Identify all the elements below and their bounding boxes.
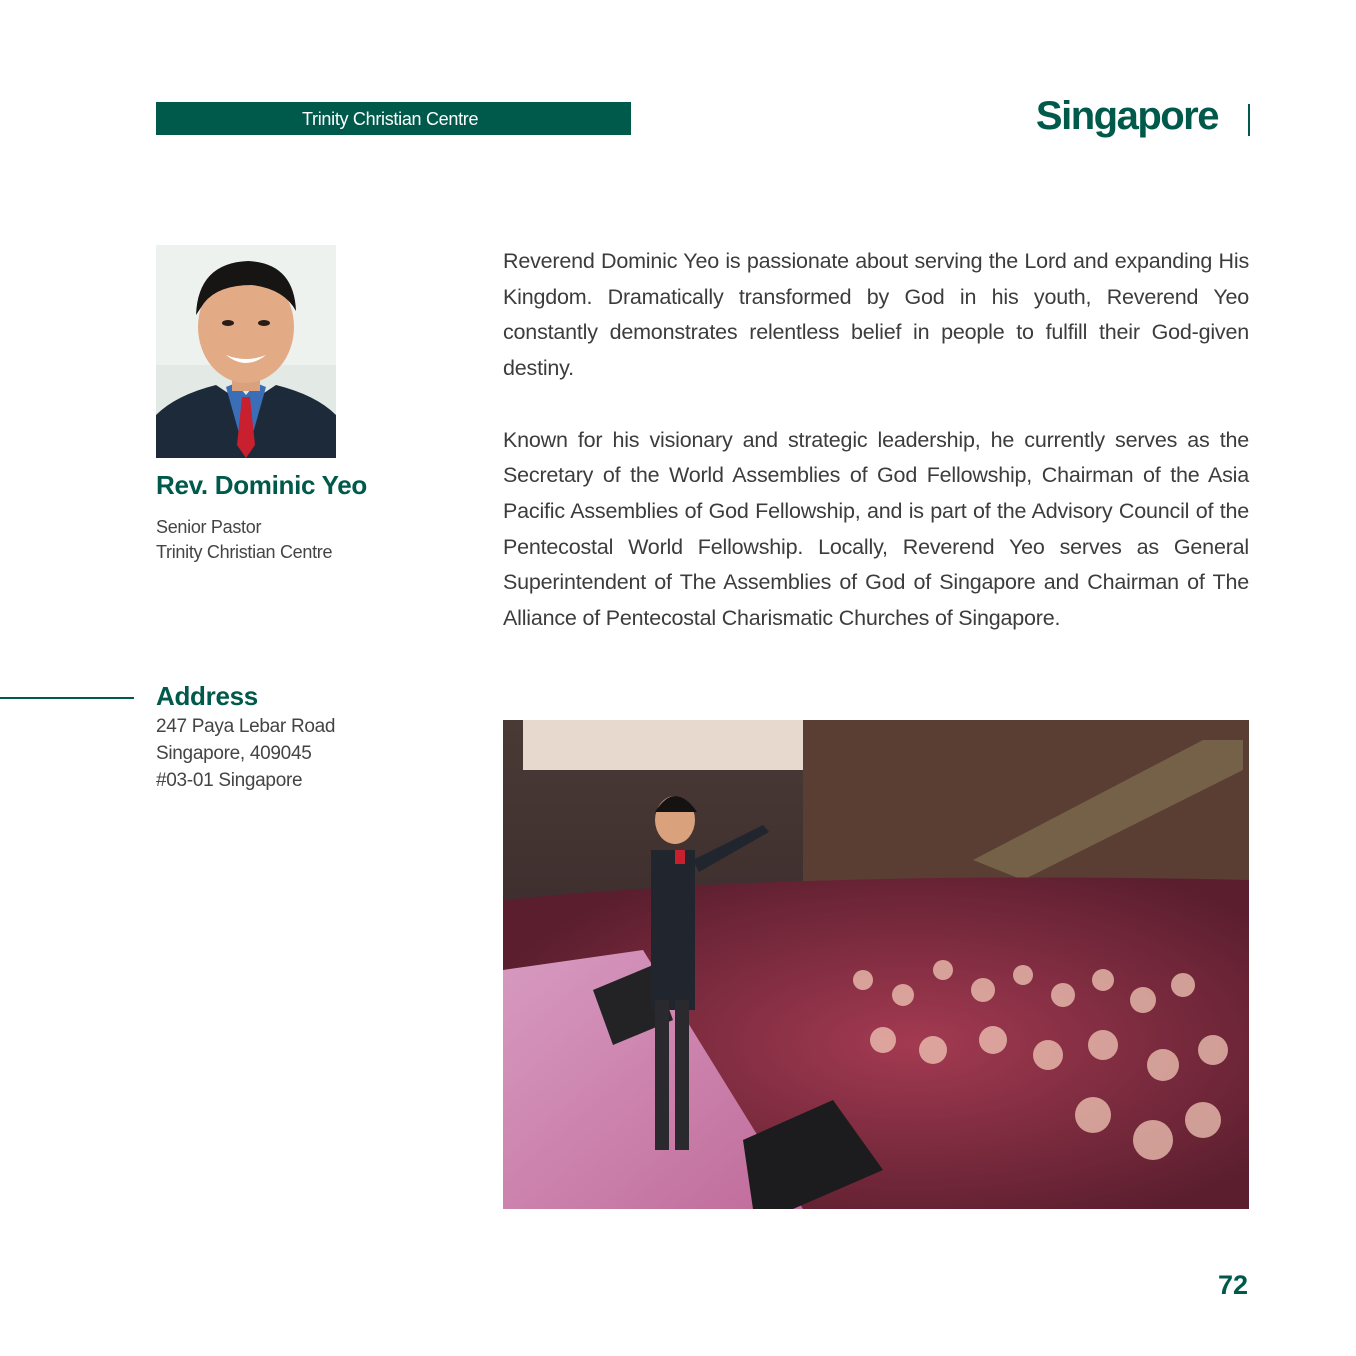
- address-line: Singapore, 409045: [156, 743, 312, 764]
- church-name: Trinity Christian Centre: [302, 109, 479, 129]
- church-name-banner: [156, 102, 631, 135]
- bio-paragraph: Known for his visionary and strategic leadership, he currently serves as the Secretary of the World Assemblies of God Fellowship, Chairman of the Asia Pacific Assemblies of God Fellowship, and is part of the Advisory Council of the Pentecostal World Fellowship. Locally, Reverend Yeo serves as General Superintendent of The Assemblies of God of Singapore and Chairman of The Alliance of Pentecostal Charismatic Churches of Singapore.: [503, 427, 1249, 631]
- page-number: 72: [1217, 1270, 1248, 1300]
- role-title: Senior Pastor: [156, 517, 262, 537]
- bio-paragraph: Reverend Dominic Yeo is passionate about serving the Lord and expanding His Kingdom. Dramatically transformed by God in his youth, Reverend Yeo constantly demonstrates relentless belief in people to fulfill their God-given destiny.: [503, 249, 1249, 381]
- pastor-portrait: [156, 245, 336, 458]
- address-line: 247 Paya Lebar Road: [156, 716, 336, 737]
- country-title: Singapore: [1035, 94, 1218, 138]
- address-line: #03-01 Singapore: [156, 770, 303, 791]
- title-divider: [1248, 104, 1250, 136]
- sermon-photo: [503, 720, 1249, 1209]
- role-church: Trinity Christian Centre: [156, 542, 333, 562]
- address-heading: Address: [156, 681, 258, 711]
- pastor-name: Rev. Dominic Yeo: [156, 470, 367, 500]
- biography: [503, 244, 1249, 672]
- pastor-role: [156, 515, 332, 565]
- address-rule: [0, 697, 134, 699]
- address-block: [156, 713, 335, 794]
